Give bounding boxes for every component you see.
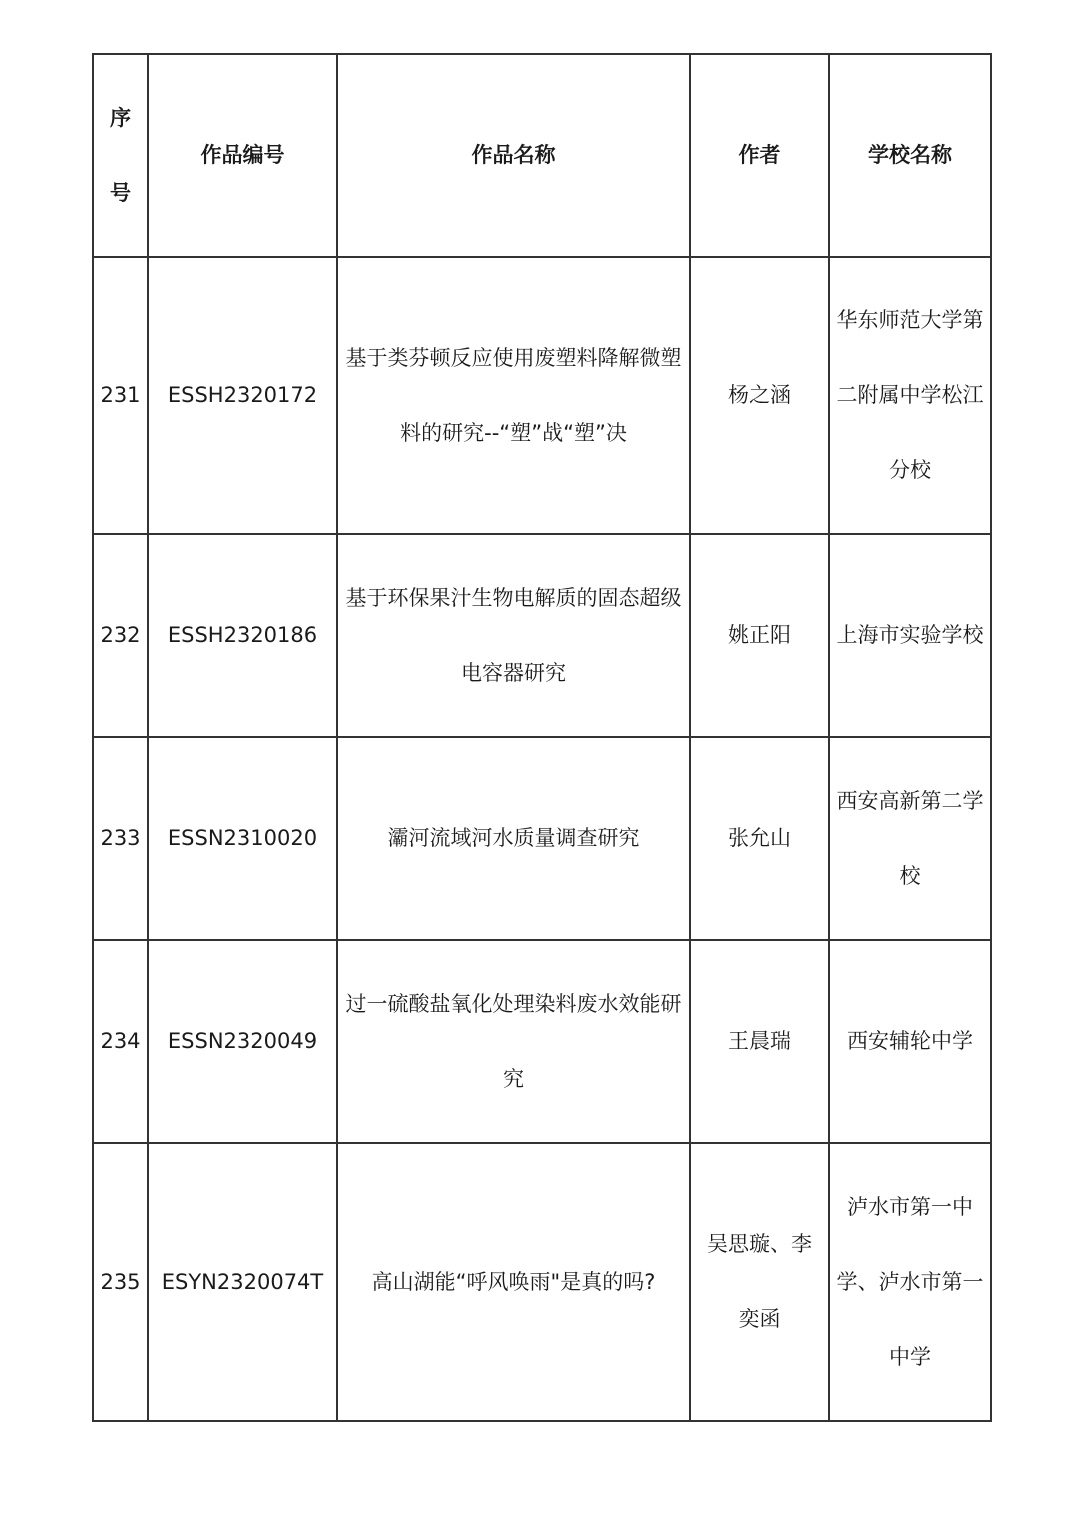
cell-title: 过一硫酸盐氧化处理染料废水效能研究 xyxy=(337,940,690,1143)
cell-school: 泸水市第一中学、泸水市第一中学 xyxy=(829,1143,991,1421)
header-school: 学校名称 xyxy=(829,54,991,257)
awards-table xyxy=(92,53,992,1422)
cell-seq: 232 xyxy=(93,534,148,737)
cell-code: ESSH2320172 xyxy=(148,257,337,534)
cell-author: 杨之涵 xyxy=(690,257,829,534)
cell-school: 西安高新第二学校 xyxy=(829,737,991,940)
cell-title: 基于类芬顿反应使用废塑料降解微塑料的研究--“塑”战“塑”决 xyxy=(337,257,690,534)
cell-author: 张允山 xyxy=(690,737,829,940)
cell-seq: 231 xyxy=(93,257,148,534)
cell-code: ESSN2310020 xyxy=(148,737,337,940)
cell-school: 华东师范大学第二附属中学松江分校 xyxy=(829,257,991,534)
cell-code: ESSN2320049 xyxy=(148,940,337,1143)
cell-school: 西安辅轮中学 xyxy=(829,940,991,1143)
header-seq-line2: 号 xyxy=(110,180,131,205)
cell-title: 灞河流域河水质量调查研究 xyxy=(337,737,690,940)
table-row xyxy=(93,534,991,737)
cell-author: 王晨瑞 xyxy=(690,940,829,1143)
header-seq xyxy=(93,54,148,257)
header-title: 作品名称 xyxy=(337,54,690,257)
header-author: 作者 xyxy=(690,54,829,257)
header-seq-line1: 序 xyxy=(110,105,131,130)
table-row xyxy=(93,940,991,1143)
cell-author: 吴思璇、李奕函 xyxy=(690,1143,829,1421)
cell-seq: 234 xyxy=(93,940,148,1143)
cell-code: ESSH2320186 xyxy=(148,534,337,737)
cell-title: 基于环保果汁生物电解质的固态超级电容器研究 xyxy=(337,534,690,737)
cell-title: 高山湖能“呼风唤雨"是真的吗? xyxy=(337,1143,690,1421)
table-row xyxy=(93,257,991,534)
table-header-row xyxy=(93,54,991,257)
cell-author: 姚正阳 xyxy=(690,534,829,737)
cell-school: 上海市实验学校 xyxy=(829,534,991,737)
header-code: 作品编号 xyxy=(148,54,337,257)
table-row xyxy=(93,1143,991,1421)
cell-seq: 233 xyxy=(93,737,148,940)
cell-code: ESYN2320074T xyxy=(148,1143,337,1421)
table-row xyxy=(93,737,991,940)
cell-seq: 235 xyxy=(93,1143,148,1421)
